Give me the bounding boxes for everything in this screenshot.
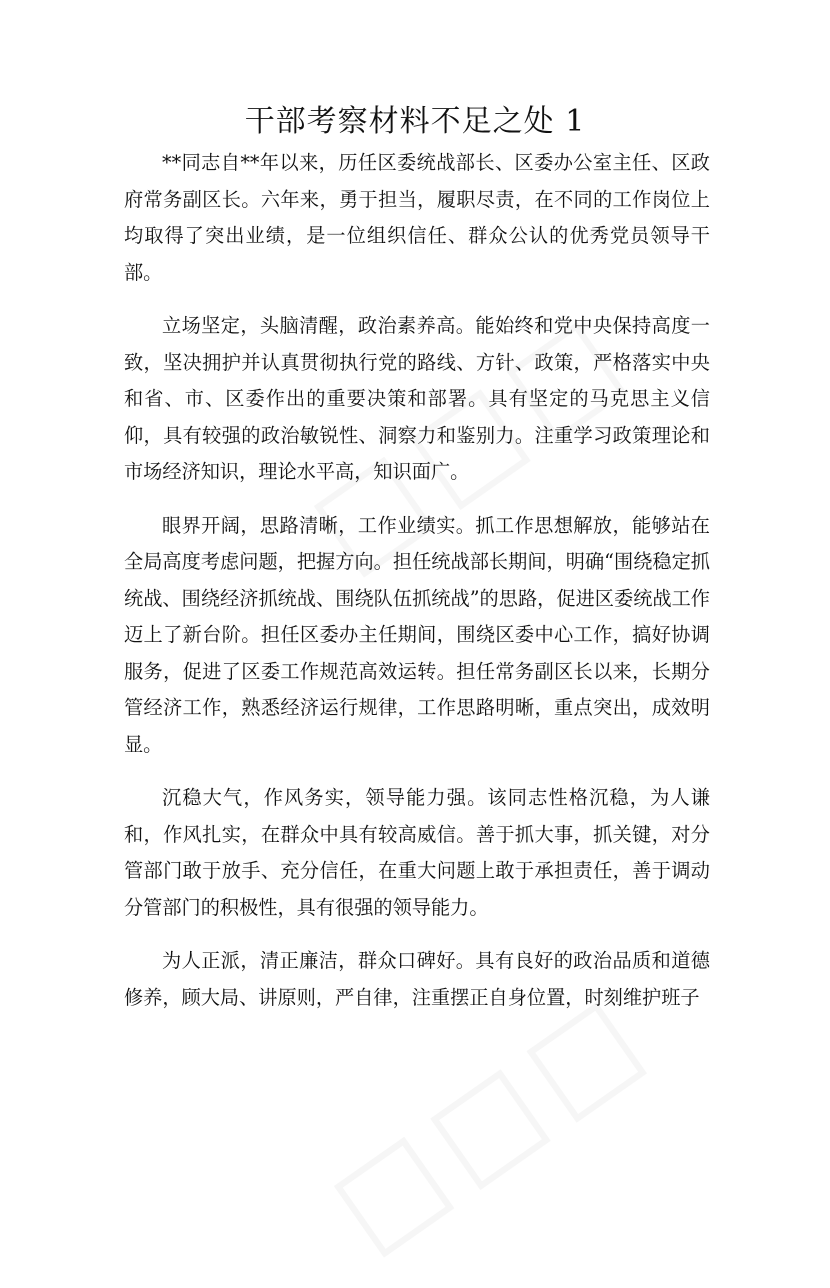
paragraph-leadership: 沉稳大气，作风务实，领导能力强。该同志性格沉稳，为人谦和，作风扎实，在群众中具有较高威信。善于抓大事，抓关键，对分管部门敢于放手、充分信任，在重大问题上敢于承担责任，善于调动分管部门的积极性，具有很强的领导能力。: [124, 786, 710, 919]
paragraph-integrity: 为人正派，清正廉洁，群众口碑好。具有良好的政治品质和道德修养，顾大局、讲原则，严自律，注重摆正自身位置，时刻维护班子: [124, 949, 710, 1009]
document-body: [124, 145, 710, 1033]
paragraph-vision-performance: 眼界开阔，思路清晰，工作业绩实。抓工作思想解放，能够站在全局高度考虑问题，把握方向。担任统战部长期间，明确“围绕稳定抓统战、围绕经济抓统战、围绕队伍抓统战”的思路，促进区委统战工作迈上了新台阶。担任区委办主任期间，围绕区委中心工作，搞好协调服务，促进了区委工作规范高效运转。担任常务副区长以来，长期分管经济工作，熟悉经济运行规律，工作思路明晰，重点突出，成效明显。: [124, 513, 710, 756]
paragraph-political-stance: 立场坚定，头脑清醒，政治素养高。能始终和党中央保持高度一致，坚决拥护并认真贯彻执行党的路线、方针、政策，严格落实中央和省、市、区委作出的重要决策和部署。具有坚定的马克思主义信仰，具有较强的政治敏锐性、洞察力和鉴别力。注重学习政策理论和市场经济知识，理论水平高，知识面广。: [124, 314, 710, 483]
document-title: 干部考察材料不足之处 1: [244, 104, 586, 139]
paragraph-intro: **同志自**年以来，历任区委统战部长、区委办公室主任、区政府常务副区长。六年来，勇于担当，履职尽责，在不同的工作岗位上均取得了突出业绩，是一位组织信任、群众公认的优秀党员领导干部。: [124, 151, 710, 284]
